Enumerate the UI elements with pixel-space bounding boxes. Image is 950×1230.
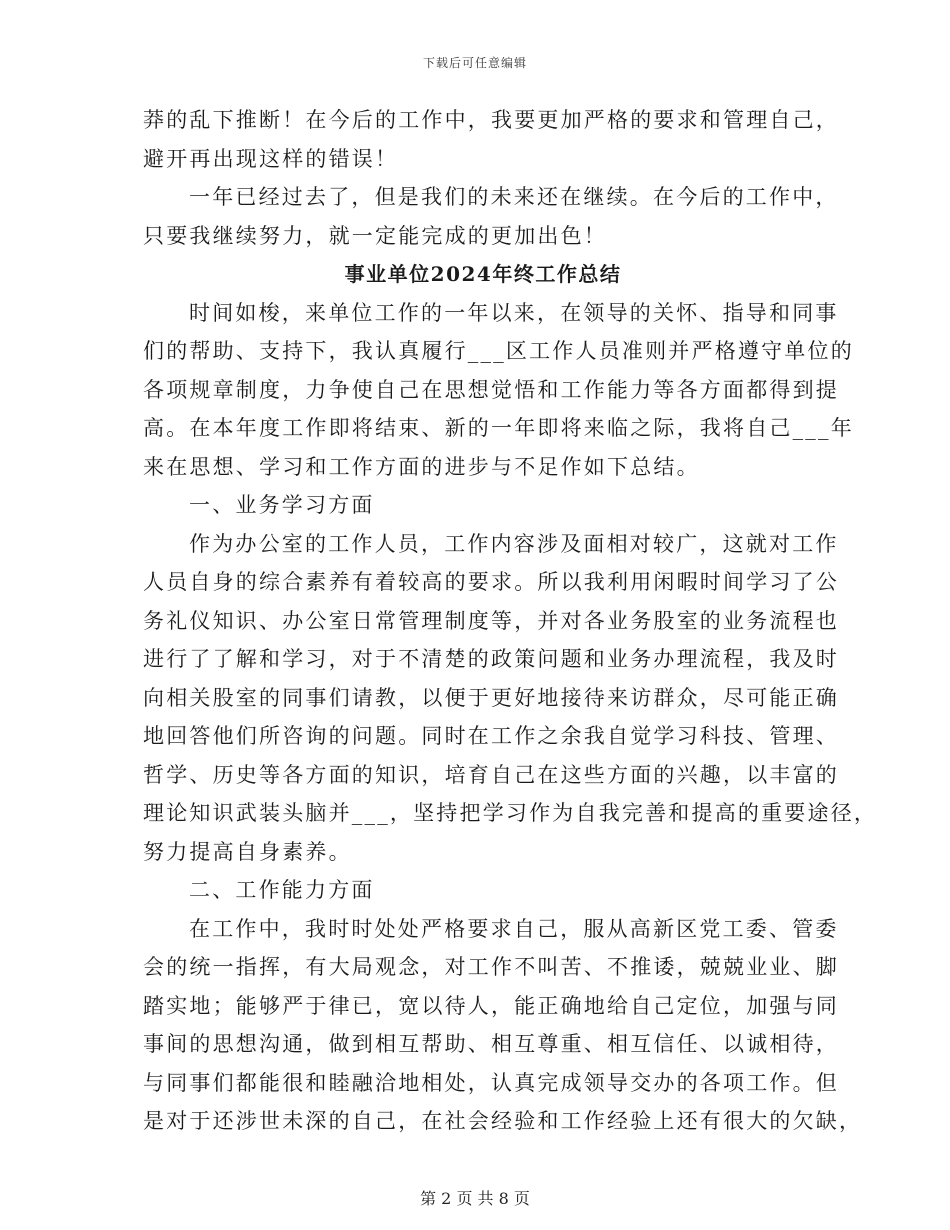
text-line: 人员自身的综合素养有着较高的要求。所以我利用闲暇时间学习了公 <box>143 570 839 594</box>
document-body <box>143 101 878 1141</box>
text-line: 作为办公室的工作人员，工作内容涉及面相对较广，这就对工作 <box>189 531 839 556</box>
text-line: 们的帮助、支持下，我认真履行___区工作人员准则并严格遵守单位的 <box>143 339 854 363</box>
text-line: 时间如梭，来单位工作的一年以来，在领导的关怀、指导和同事 <box>189 300 839 325</box>
section-title: 事业单位2024年终工作总结 <box>344 262 622 286</box>
text-line: 地回答他们所咨询的问题。同时在工作之余我自觉学习科技、管理、 <box>143 724 839 748</box>
text-line: 高。在本年度工作即将结束、新的一年即将来临之际，我将自己___年 <box>143 416 854 440</box>
page-number: 第 2 页 共 8 页 <box>420 1189 530 1208</box>
text-line: 事间的思想沟通，做到相互帮助、相互尊重、相互信任、以诚相待， <box>143 1032 839 1056</box>
text-line: 向相关股室的同事们请教，以便于更好地接待来访群众，尽可能正确 <box>143 685 839 710</box>
header-note: 下载后可任意编辑 <box>422 56 527 70</box>
subheading: 二、工作能力方面 <box>189 878 375 902</box>
text-line: 只要我继续努力，就一定能完成的更加出色！ <box>143 223 607 248</box>
text-line: 莽的乱下推断！在今后的工作中，我要更加严格的要求和管理自己， <box>143 108 839 132</box>
text-line: 理论知识武装头脑并___，坚持把学习作为自我完善和提高的重要途径， <box>143 801 878 825</box>
text-line: 是对于还涉世未深的自己，在社会经验和工作经验上还有很大的欠缺， <box>143 1109 863 1133</box>
text-line: 与同事们都能很和睦融洽地相处，认真完成领导交办的各项工作。但 <box>143 1070 839 1095</box>
text-line: 进行了了解和学习，对于不清楚的政策问题和业务办理流程，我及时 <box>143 647 839 671</box>
text-line: 一年已经过去了，但是我们的未来还在继续。在今后的工作中， <box>189 185 839 209</box>
text-line: 踏实地；能够严于律已，宽以待人，能正确地给自己定位，加强与同 <box>143 993 839 1018</box>
text-line: 各项规章制度，力争使自己在思想觉悟和工作能力等各方面都得到提 <box>143 377 839 402</box>
text-line: 哲学、历史等各方面的知识，培育自己在这些方面的兴趣，以丰富的 <box>143 762 839 787</box>
text-line: 避开再出现这样的错误！ <box>143 146 399 171</box>
text-line: 来在思想、学习和工作方面的进步与不足作如下总结。 <box>143 454 700 479</box>
subheading: 一、业务学习方面 <box>189 493 375 517</box>
text-line: 努力提高自身素养。 <box>143 839 352 864</box>
text-line: 在工作中，我时时处处严格要求自己，服从高新区党工委、管委 <box>189 916 839 941</box>
text-line: 务礼仪知识、办公室日常管理制度等，并对各业务股室的业务流程也 <box>143 608 839 633</box>
text-line: 会的统一指挥，有大局观念，对工作不叫苦、不推诿，兢兢业业、脚 <box>143 955 839 979</box>
